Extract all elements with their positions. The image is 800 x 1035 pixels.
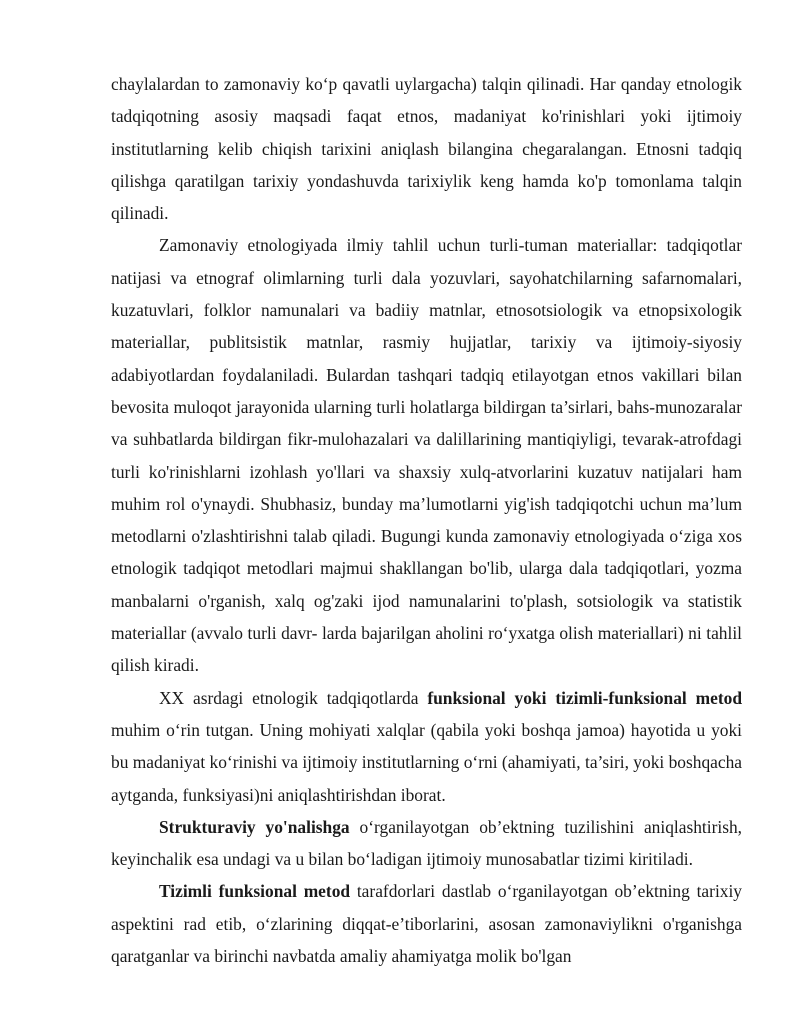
paragraph-2 [111, 229, 742, 681]
paragraph-3 [111, 682, 742, 811]
paragraph-3-text-end: muhim o‘rin tutgan. Uning mohiyati xalqlar (qabila yoki boshqa jamoa) hayotida u yoki bu madaniyat ko‘rinishi va ijtimoiy institutlarning o‘rni (ahamiyati, ta’siri, yoki boshqacha aytganda, funksiyasi)ni aniqlashtirishdan iborat. [111, 719, 742, 805]
paragraph-5-bold-term: Tizimli funksional metod [159, 881, 351, 902]
paragraph-4-text: o‘rganilayotgan ob’ektning tuzilishini aniqlashtirish, keyinchalik esa undagi va u bilan bo‘ladigan ijtimoiy munosabatlar tizimi kiritiladi. [111, 816, 742, 870]
paragraph-1 [111, 68, 742, 229]
paragraph-3-bold-term: funksional yoki tizimli-funksional metod [427, 687, 742, 708]
paragraph-5 [111, 875, 742, 972]
paragraph-3-text-start: XX asrdagi etnologik tadqiqotlarda [159, 687, 428, 708]
paragraph-1-text: chaylalardan to zamonaviy ko‘p qavatli uylargacha) talqin qilinadi. Har qanday etnologik tadqiqotning asosiy maqsadi faqat etnos, madaniyat ko'rinishlari yoki ijtimoiy institutlarning kelib chiqish tarixini aniqlash bilangina chegaralangan. Etnosni tadqiq qilishga qaratilgan tarixiy yondashuvda tarixiylik keng hamda ko'p tomonlama talqin qilinadi. [111, 74, 742, 224]
paragraph-4-bold-term: Strukturaviy yo'nalishga [159, 816, 350, 837]
paragraph-2-text: Zamonaviy etnologiyada ilmiy tahlil uchun turli-tuman materiallar: tadqiqotlar natijasi va etnograf olimlarning turli dala yozuvlari, sayohatchilarning safarnomalari, kuzatuvlari, folklor namunalari va badiiy matnlar, etnosotsiologik va etnopsixologik materiallar, publitsistik matnlar, rasmiy hujjatlar, tarixiy va ijtimoiy-siyosiy adabiyotlardan foydalaniladi. Bulardan tashqari tadqiq etilayotgan etnos vakillari bilan bevosita muloqot jarayonida ularning turli holatlarga bildirgan ta’sirlari, bahs-munozaralar va suhbatlarda bildirgan fikr-mulohazalari va dalillarining mantiqiyligi, tevarak-atrofdagi turli ko'rinishlarni izohlash yo'llari va shaxsiy xulq-atvorlarini kuzatuv natijalari ham muhim rol o'ynaydi. Shubhasiz, bunday ma’lumotlarni yig'ish tadqiqotchi uchun ma’lum metodlarni o'zlashtirishni talab qiladi. Bugungi kunda zamonaviy etnologiyada o‘ziga xos etnologik tadqiqot metodlari majmui shakllangan bo'lib, ularga dala tadqiqotlari, yozma manbalarni o'rganish, xalq og'zaki ijod namunalarini to'plash, sotsiologik va statistik materiallar (avvalo turli davr- larda bajarilgan aholini ro‘yxatga olish materiallari) ni tahlil qilish kiradi. [111, 235, 742, 676]
paragraph-4 [111, 811, 742, 876]
paragraph-5-text: tarafdorlari dastlab o‘rganilayotgan ob’ektning tarixiy aspektini rad etib, o‘zlarining diqqat-e’tiborlarini, asosan zamonaviylikni o'rganishga qaratganlar va birinchi navbatda amaliy ahamiyatga molik bo'lgan [111, 881, 742, 967]
